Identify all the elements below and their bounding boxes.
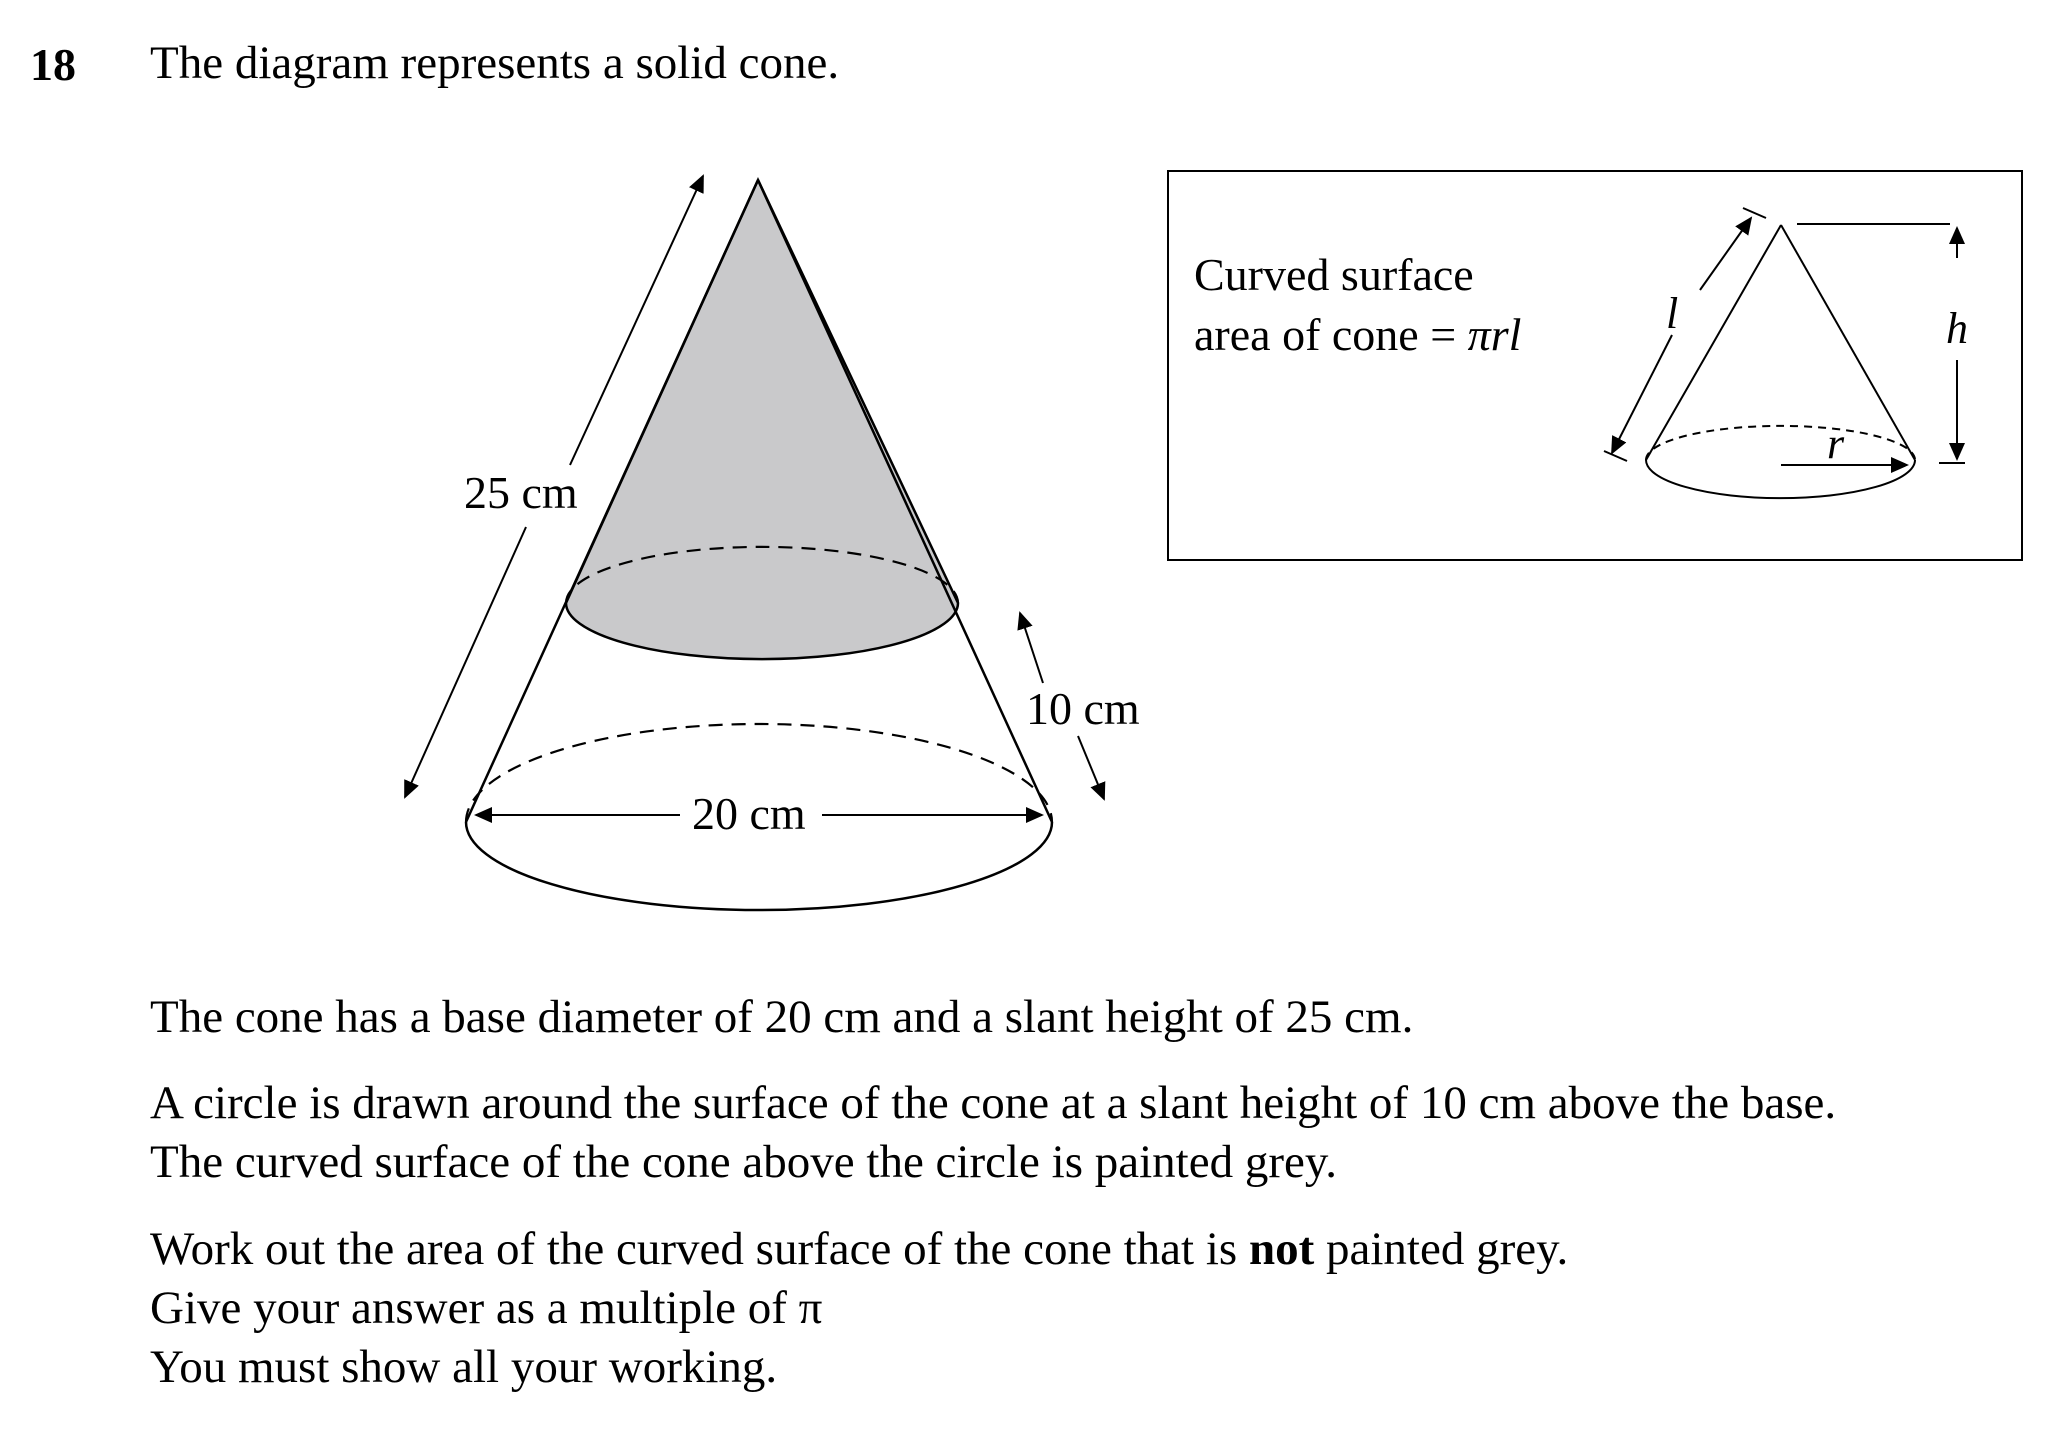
formula-line1: Curved surface bbox=[1194, 249, 1474, 300]
paragraph-task: Work out the area of the curved surface of the cone that is not painted grey. Give your answer as a multiple of π You must show all your working. bbox=[150, 1220, 1568, 1397]
question-number: 18 bbox=[30, 39, 76, 90]
emphasis-not: not bbox=[1248, 1223, 1315, 1275]
diameter-label: 20 cm bbox=[692, 788, 806, 839]
paragraph-circle-description: A circle is drawn around the surface of the cone at a slant height of 10 cm above the base. The curved surface of the cone above the circle is painted grey. bbox=[150, 1077, 1837, 1188]
slant-label: 25 cm bbox=[464, 467, 578, 518]
grey-painted-region bbox=[566, 180, 958, 659]
paragraph-cone-dimensions: The cone has a base diameter of 20 cm and a slant height of 25 cm. bbox=[150, 991, 1414, 1043]
reference-label-h: h bbox=[1946, 304, 1968, 353]
question-intro: The diagram represents a solid cone. bbox=[150, 37, 840, 89]
formula-box bbox=[1168, 171, 2022, 560]
lower-slant-label: 10 cm bbox=[1026, 683, 1140, 734]
reference-label-l: l bbox=[1666, 289, 1679, 338]
task-line: Work out the area of the curved surface of the cone that is not painted grey. bbox=[150, 1223, 1569, 1275]
formula-line2: area of cone = πrl bbox=[1194, 309, 1522, 360]
reference-cone bbox=[1604, 208, 1965, 498]
reference-label-r: r bbox=[1827, 419, 1845, 468]
